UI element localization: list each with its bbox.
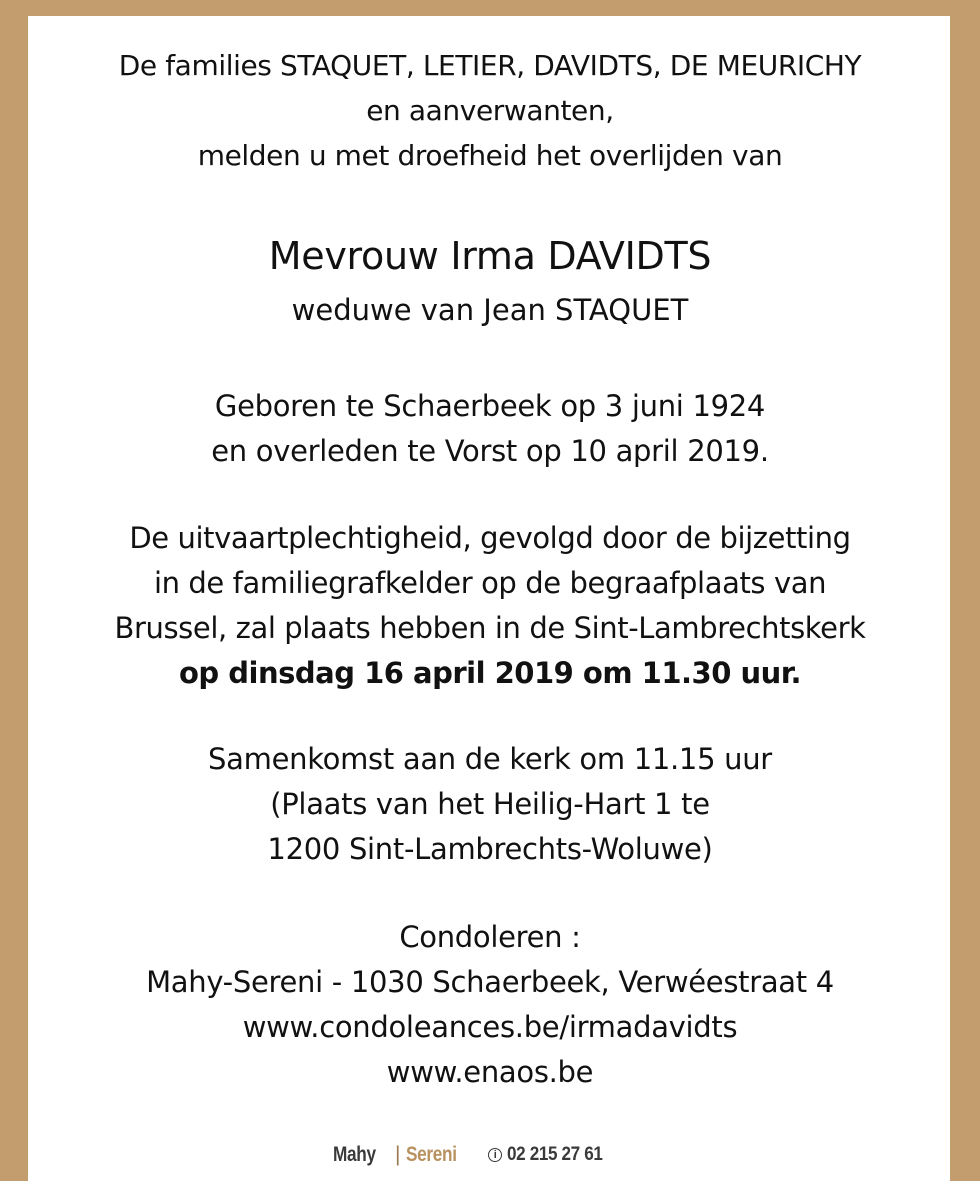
condolences-label: Condoleren : [399,920,581,954]
meeting-line: 1200 Sint-Lambrechts-Woluwe) [267,832,713,866]
death-line: en overleden te Vorst op 10 april 2019. [211,434,769,468]
enaos-link[interactable]: www.enaos.be [386,1055,594,1089]
brand-mahy: Mahy [333,1143,376,1166]
funeral-home-address: Mahy-Sereni - 1030 Schaerbeek, Verwéestraat 4 [146,965,834,999]
deceased-name: Mevrouw Irma DAVIDTS [268,234,712,278]
ceremony-line: Brussel, zal plaats hebben in de Sint-Lambrechtskerk [114,611,866,645]
header-line: melden u met droefheid het overlijden van [197,139,783,172]
meeting-info [28,737,952,872]
brand-separator: | [395,1143,401,1166]
footer-brand [333,1142,613,1168]
announcement-header [28,43,952,178]
header-line: en aanverwanten, [366,94,614,127]
widow-of: weduwe van Jean STAQUET [291,293,689,327]
meeting-line: (Plaats van het Heilig-Hart 1 te [270,787,710,821]
ceremony-line: De uitvaartplechtigheid, gevolgd door de bijzetting [129,521,851,555]
condolences-link[interactable]: www.condoleances.be/irmadavidts [242,1010,738,1044]
phone-number[interactable]: 02 215 27 61 [507,1144,603,1165]
ceremony-info [28,516,952,696]
brand-sereni: Sereni [406,1143,457,1166]
birth-line: Geboren te Schaerbeek op 3 juni 1924 [214,389,766,423]
header-line: De families STAQUET, LETIER, DAVIDTS, DE MEURICHY [118,49,862,82]
condolences-info [28,915,952,1095]
info-icon: i [488,1148,502,1162]
ceremony-date: op dinsdag 16 april 2019 om 11.30 uur. [179,656,801,690]
meeting-line: Samenkomst aan de kerk om 11.15 uur [208,742,772,776]
ceremony-line: in de familiegrafkelder op de begraafplaats van [153,566,827,600]
life-dates [28,384,952,474]
